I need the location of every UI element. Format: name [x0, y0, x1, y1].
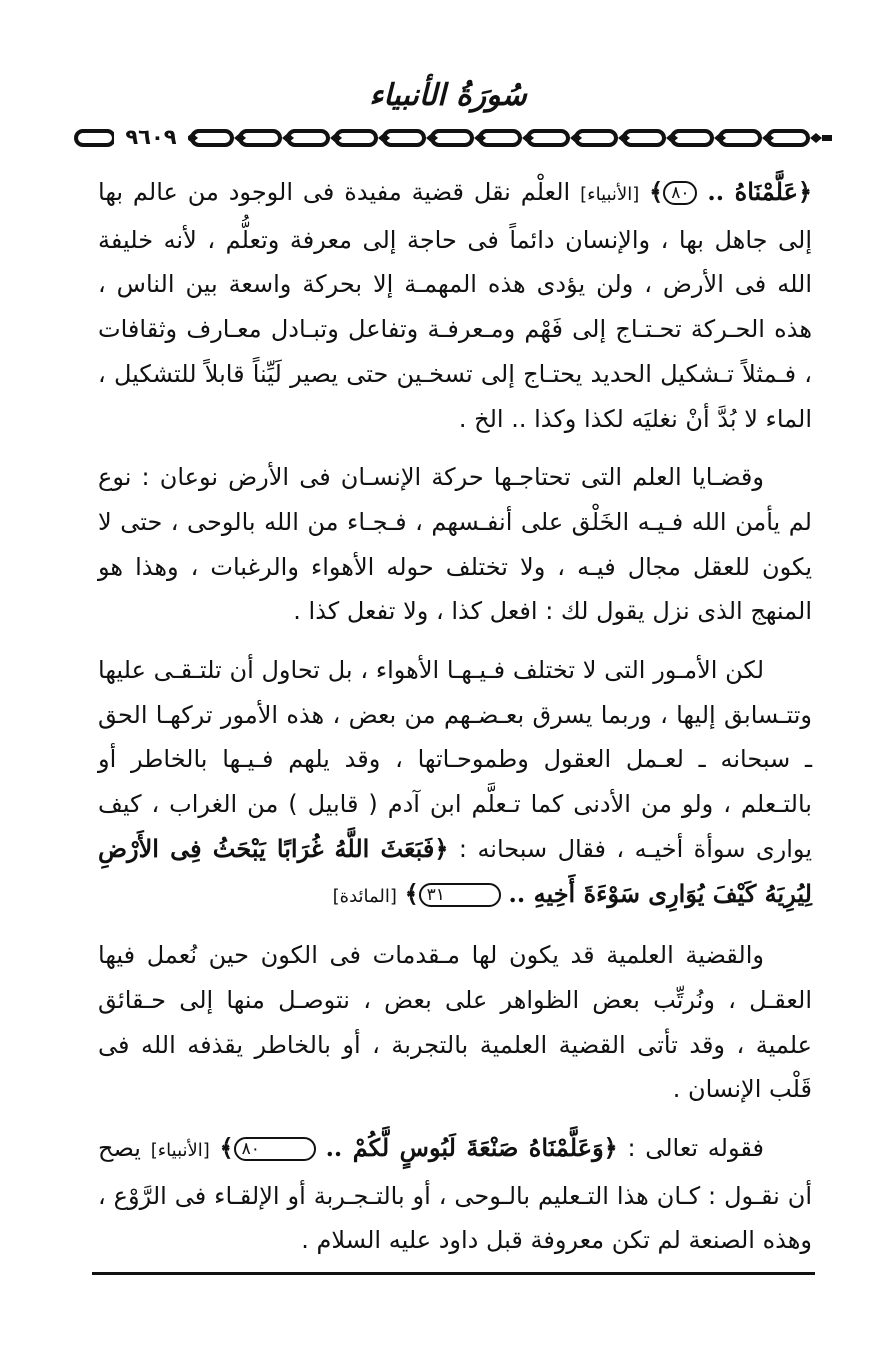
quran-bracket-close: ﴾ — [219, 1133, 234, 1163]
quran-verse: وَعَلَّمْنَاهُ صَنْعَةَ لَبُوسٍ لَّكُمْ .. — [325, 1133, 604, 1163]
verse-number: ٣١ — [419, 883, 501, 907]
quran-verse: فَبَعَثَ اللَّهُ غُرَابًا يَبْحَثُ فِى الأَرْضِ لِيُرِيَهُ كَيْفَ يُوَارِى سَوْءَةَ أَخِيهِ .. — [98, 833, 812, 908]
quran-bracket-open: ﴿ — [603, 1133, 618, 1163]
paragraph-text: العلْم نقل قضية مفيدة فى الوجود من عالم بها إلى جاهل بها ، والإنسان دائماً فى حاجة إلى معرفة وتعلُّم ، لأنه خليفة الله فى الأرض ، ولن يؤدى هذه المهمـة إلا بحركة واسعة بين الناس ، هذه الحـركة تحـتـاج إلى فَهْم ومـعرفـة وتفاعل وتبـادل معـارف وثقافات ، فـمثلاً تـشكيل الحديد يحتـاج إلى تسخـين حتى يصير لَيِّناً قابلاً للتشكيل ، الماء لا بُدَّ أنْ نغليَه لكذا وكذا .. الخ . — [98, 178, 812, 433]
paragraph — [98, 648, 812, 919]
paragraph-intro: فقوله تعالى : — [627, 1134, 764, 1163]
verse-number: ٨٠ — [663, 181, 697, 205]
paragraph-text: والقضية العلمية قد يكون لها مـقدمات فى الكون حين نُعمل فيها العقـل ، ونُرتِّب بعض الظواهر على بعض ، نتوصـل منها إلى حـقائق علمية ، وقد تأتى القضية العلمية بالتجربة ، أو بالخاطر يقذفه الله فى قَلْب الإنسان . — [98, 941, 812, 1104]
page-number: ٩٦٠٩ — [114, 125, 188, 149]
paragraph — [98, 455, 812, 634]
surah-reference: [الأنبياء] — [580, 184, 640, 205]
paragraph — [98, 933, 812, 1112]
bottom-rule — [92, 1272, 815, 1275]
verse-number: ٨٠ — [234, 1137, 316, 1161]
ornamental-border — [74, 126, 834, 150]
surah-reference: [الأنبياء] — [150, 1140, 210, 1162]
quran-bracket-open: ﴿ — [434, 833, 449, 863]
surah-reference: [المائدة] — [332, 885, 397, 907]
paragraph — [98, 1126, 812, 1263]
paragraph — [98, 170, 812, 441]
paragraph-text: وقضـايا العلم التى تحتاجـها حركة الإنسـان فى الأرض نوعان : نوع لم يأمن الله فـيـه الخَلْق على أنفـسهم ، فـجـاء من الله بالوحى ، حتى لا يكون للعقل مجال فيـه ، ولا تختلف حوله الأهواء والرغبات ، وهذا هو المنهج الذى نزل يقول لك : افعل كذا ، ولا تفعل كذا . — [98, 463, 812, 626]
body-text — [98, 170, 812, 1277]
quran-bracket-open: ﴿ — [797, 177, 812, 206]
paragraph-text: لكن الأمـور التى لا تختلف فـيـهـا الأهواء ، بل تحاول أن تلتـقـى عليها وتتـسابق إليها ، وربما يسرق بعـضـهم من بعض ، هذه الأمور تركهـا الحق ـ سبحانه ـ لعـمل العقول وطموحـاتها ، وقد يلهم فـيـها بالخاطر أو بالتـعلم ، ولو من الأدنى كما تـعلَّم ابن آدم ( قابيل ) من الغراب ، كيف يوارى سوأة أخيـه ، فقال سبحانه : — [98, 656, 812, 863]
surah-title: سُورَةُ الأنبياء — [369, 78, 527, 113]
quran-bracket-close: ﴾ — [649, 177, 664, 206]
paragraph-text: يصح أن نقـول : كـان هذا التـعليم بالـوحى ، أو بالتـجـربة أو الإلقـاء فى الرَّوْع ، وهذه الصنعة لم تكن معروفة قبل داود عليه السلام . — [98, 1134, 812, 1255]
quran-verse: عَلَّمْنَاهُ .. — [707, 177, 798, 206]
quran-bracket-close: ﴾ — [404, 878, 419, 908]
